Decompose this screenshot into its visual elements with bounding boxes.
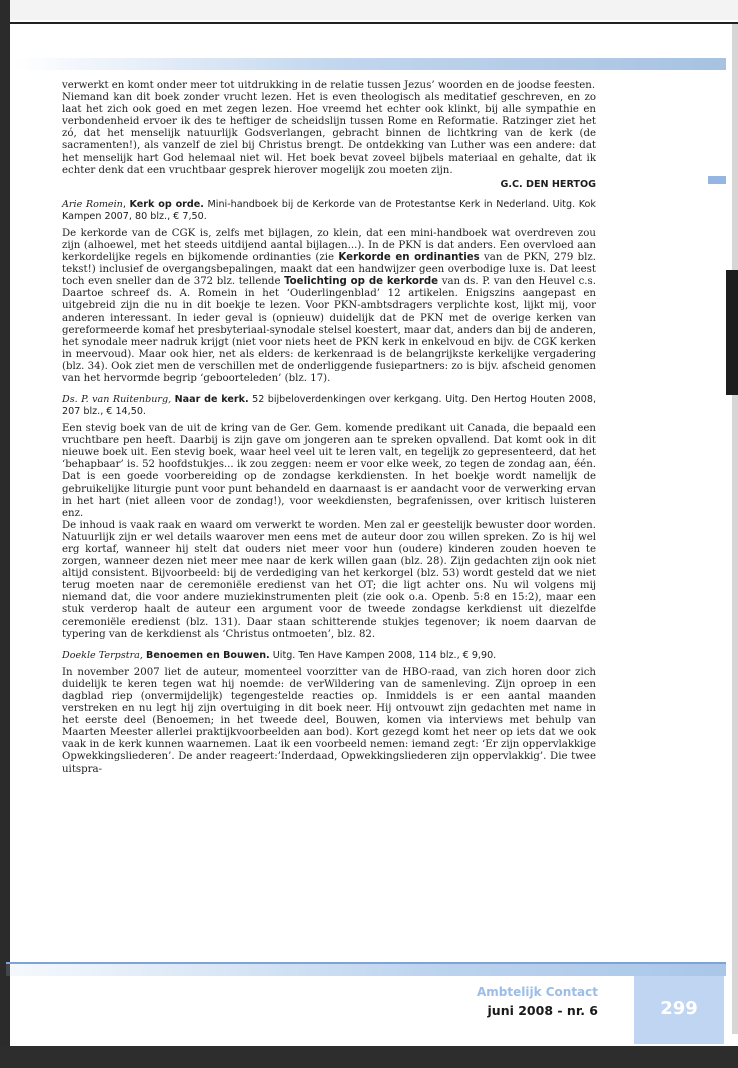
- scan-line-top: [10, 22, 738, 24]
- book-details: Mini-handboek bij de Kerkorde van de Protestantse Kerk in Nederland. Uitg. Kok Kampen 2007, 80 blz., € 7,50.: [62, 198, 596, 222]
- issue-label: juni 2008 - nr. 6: [487, 1003, 598, 1018]
- review-body: [62, 228, 596, 385]
- header-rule: [14, 58, 726, 70]
- scan-edge-bottom: [0, 1046, 738, 1068]
- publication-name: Ambtelijk Contact: [476, 985, 598, 999]
- reviewer-signature: G.C. DEN HERTOG: [500, 178, 596, 190]
- page-content: [62, 80, 596, 785]
- review-kerk-op-orde: [62, 199, 596, 385]
- intro-paragraph-2: Niemand kan dit boek zonder vrucht lezen. Het is even theologisch als meditatief geschreven, en zo laat het zich ook goed en met zegen lezen. Hoe vreemd het echter ook klinkt, bij alle sympathie en verbondenheid ervoer ik des te heftiger de scheidslijn tussen Rome en Reformatie. Ratzinger ziet het zó, dat het menselijk natuurlijk Godsverlangen, gebracht binnen de lichtkring van de kerk (de sacramenten!), als vanzelf de ziel bij Christus brengt. De ontdekking van Luther was een andere: dat het menselijk hart God helemaal niet wil. Het boek bevat zoveel bijbels materiaal en gehalte, dat ik echter denk dat een vruchtbaar gesprek hierover mogelijk zou moeten zijn.: [62, 92, 596, 176]
- review-emphasis: Toelichting op de kerkorde: [284, 276, 439, 288]
- review-emphasis: Kerkorde en ordinanties: [338, 252, 480, 264]
- book-author: Doekle Terpstra,: [62, 649, 143, 661]
- book-details: 52 bijbeloverdenkingen over kerkgang. Uitg. Den Hertog Houten 2008, 207 blz., € 14,50.: [62, 394, 596, 418]
- scan-edge-left: [0, 0, 10, 1068]
- review-body: In november 2007 liet de auteur, momenteel voorzitter van de HBO-raad, van zich horen door zich duidelijk te keren tegen wat hij noemde: de verWildering van de samenleving. Zijn oproep in een dagblad riep (onvermijdelijk) tegengestelde reacties op. Inmiddels is er een aantal maanden verstreken en nu legt hij zijn overtuiging in dit boek neer. Hij ontvouwt zijn gedachten met name in het eerste deel (Benoemen; in het tweede deel, Bouwen, komen via interviews met behulp van Maarten Meester allerlei praktijkvoorbeelden aan bod). Kort gezegd komt het neer op iets dat we ook vaak in de kerk kunnen waarnemen. Laat ik een voorbeeld nemen: iemand zegt: ‘Er zijn oppervlakkige Opwekkingsliederen’. De ander reageert:’Inderdaad, Opwekkingsliederen zijn oppervlakkig’. Die twee uitspra-: [62, 666, 596, 775]
- review-benoemen-en-bouwen: [62, 650, 596, 776]
- scan-edge-right: [732, 24, 738, 1034]
- review-body-paragraph-2: De inhoud is vaak raak en waard om verwerkt te worden. Men zal er geestelijk bewuster door worden. Natuurlijk zijn er wel details waarover men eens met de auteur door zou willen spreken. Zo is hij wel erg kortaf, wanneer hij stelt dat ouders niet meer voor hun (oudere) kinderen zouden hoeven te zorgen, wanneer dezen niet meer mee naar de kerk willen gaan (blz. 28). Zijn gedachten zijn ook niet altijd consistent. Bijvoorbeeld: bij de verdediging van het kerkorgel (blz. 53) wordt gesteld dat we niet terug moeten naar de ceremoniële eredienst van het OT; die ligt achter ons. Nu wil volgens mij niemand dat, die voor andere muziekinstrumenten pleit (zie ook o.a. Openb. 5:8 en 15:2), maar een stuk verderop haalt de auteur een argument voor de tweede zondagse kerkdienst uit diezelfde ceremoniële eredienst (blz. 131). Daar staan schitterende stukjes tegenover; ik noem daarvan de typering van de kerkdienst als ‘Christus ontmoeten’, blz. 82.: [62, 519, 596, 640]
- review-naar-de-kerk: [62, 394, 596, 641]
- intro-paragraph-1: verwerkt en komt onder meer tot uitdrukking in de relatie tussen Jezus’ woorden en de joodse feesten.: [62, 80, 596, 91]
- book-author: Ds. P. van Ruitenburg,: [62, 394, 172, 406]
- scan-edge-top: [0, 0, 738, 20]
- footer-line: [6, 962, 726, 964]
- book-title: Benoemen en Bouwen.: [146, 649, 270, 661]
- review-body-paragraph-1: Een stevig boek van de uit de kring van de Ger. Gem. komende predikant uit Canada, die bepaald een vruchtbare pen heeft. Daarbij is zijn gave om jongeren aan te spreken opvallend. Dat komt ook in dit nieuwe boek uit. Een stevig boek, waar heel veel uit te leren valt, en tegelijk zo gepresenteerd, dat het ‘behapbaar’ is. 52 hoofdstukjes... ik zou zeggen: neem er voor elke week, zo tegen de zondag aan, één. Dat is een goede voorbereiding op de zondagse kerkdiensten. In het boekje wordt namelijk de gebruikelijke liturgie punt voor punt behandeld en daarnaast is er aandacht voor de verwerking ervan in het hart (niet alleen voor de zondag!), voor weekdiensten, begrafenissen, over kritisch luisteren enz.: [62, 423, 596, 519]
- book-reference: Arie Romein, Kerk op orde. Mini-handboek bij de Kerkorde van de Protestantse Kerk in Nederland. Uitg. Kok Kampen 2007, 80 blz., € 7,50.: [62, 198, 596, 222]
- binding-tab: [726, 270, 738, 395]
- review-text: van de PKN, 279 blz. tekst!) inclusief de overgangsbepalingen, maakt dat een handwijzer geen overbodige luxe is. Dat leest toch even sneller dan de 372 blz. tellende: [62, 252, 597, 288]
- review-text: De kerkorde van de CGK is, zelfs met bijlagen, zo klein, dat een mini-handboek wat overdreven zou zijn (alhoewel, met het steeds uitdijend aantal bijlagen...). In de PKN is dat anders. Een overvloed aan kerkordelijke regels en bijkomende ordinanties (zie: [62, 227, 596, 264]
- page-number: 299: [660, 998, 698, 1019]
- book-title: Kerk op orde.: [129, 198, 204, 210]
- footer-band: [6, 962, 726, 976]
- book-reference: [62, 650, 596, 662]
- book-details: Uitg. Ten Have Kampen 2008, 114 blz., € 9,90.: [272, 649, 497, 661]
- book-title: Naar de kerk.: [174, 394, 249, 406]
- review-text: van ds. P. van den Heuvel c.s. Daartoe schreef ds. A. Romein in het ‘Ouderlingenblad’ 12 artikelen. Enigszins aangepast en uitgebreid zijn die nu in dit boekje te lezen. Voor PKN-ambtsdragers verplichte kost, lijkt mij, voor anderen interessant. In ieder geval is (opnieuw) duidelijk dat de PKN met de overige kerken van gereformeerde komaf het presbyteriaal-synodale stelsel koestert, maar dat, anders dan bij de anderen, het synodale meer nadruk krijgt (niet voor niets heet de PKN kerk in enkelvoud en bijv. de CGK kerken in meervoud). Maar ook hier, net als elders: de kerkenraad is de belangrijkste kerkelijke vergadering (blz. 34). Ook ziet men de verschillen met de onderliggende fusiepartners: zo is bijv. afscheid genomen van het hervormde begrip ‘geboorteleden’ (blz. 17).: [62, 276, 597, 384]
- book-reference: [62, 394, 596, 418]
- margin-marker: [708, 176, 726, 184]
- book-author: Arie Romein: [62, 198, 123, 210]
